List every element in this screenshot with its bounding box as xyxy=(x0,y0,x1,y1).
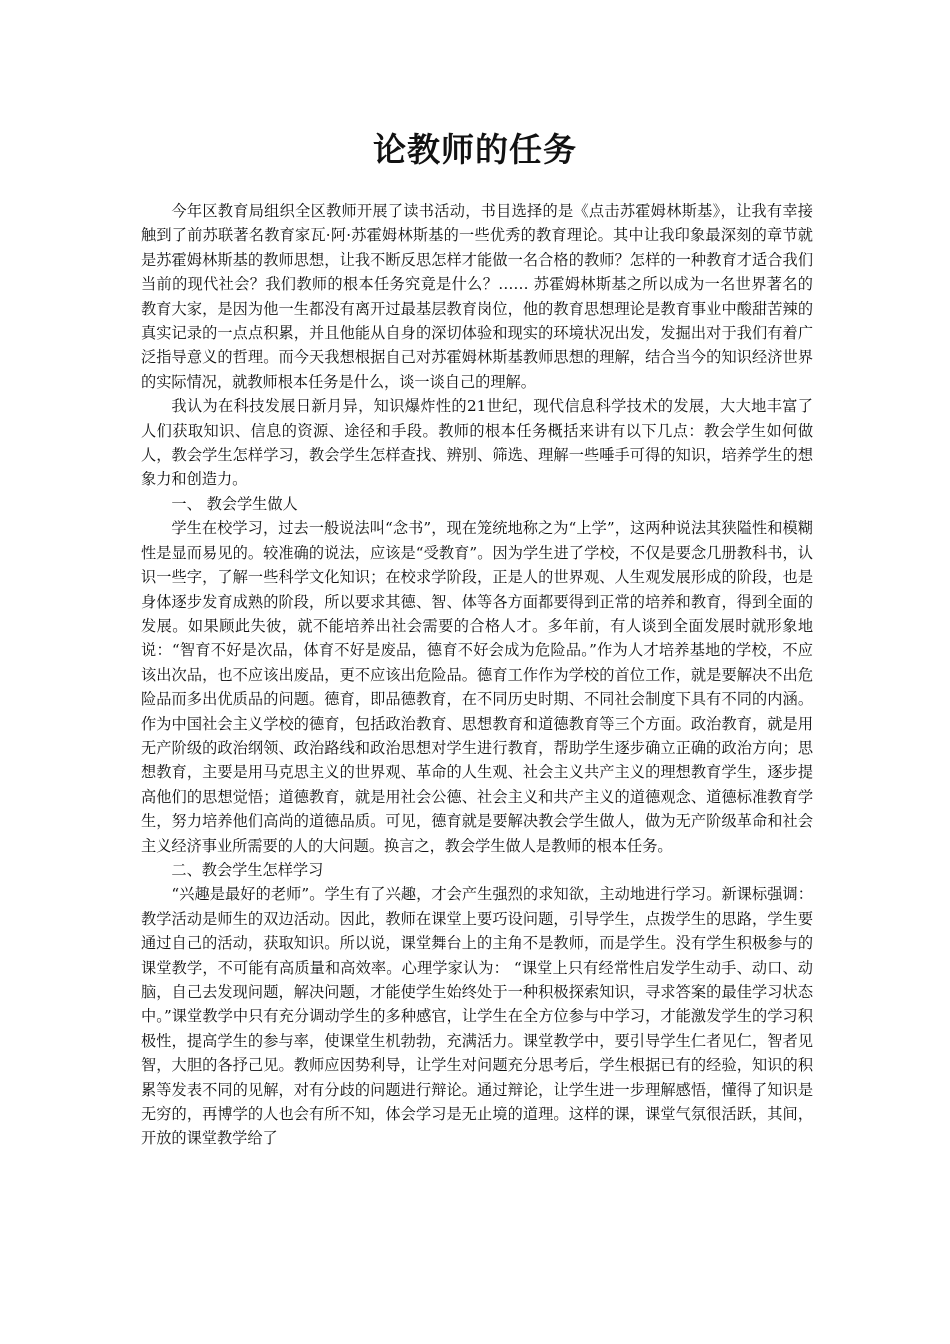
section-heading-2: 二、教会学生怎样学习 xyxy=(171,860,324,879)
paragraph-intro: 今年区教育局组织全区教师开展了读书活动，书目选择的是《点击苏霍姆林斯基》，让我有幸接触到了前苏联著名教育家瓦·阿·苏霍姆林斯基的一些优秀的教育理论。其中让我印象最深刻的章节就是苏霍姆林斯基的教师思想，让我不断反思怎样才能做一名合格的教师？怎样的一种教育才适合我们当前的现代社会？我们教师的根本任务究竟是什么？…… 苏霍姆林斯基之所以成为一名世界著名的教育大家，是因为他一生都没有离开过最基层教育岗位，他的教育思想理论是教育事业中酸甜苦辣的真实记录的一点点积累，并且他能从自身的深切体验和现实的环境状况出发，发掘出对于我们有着广泛指导意义的哲理。而今天我想根据自己对苏霍姆林斯基教师思想的理解，结合当今的知识经济世界的实际情况，就教师根本任务是什么，谈一谈自己的理解。 xyxy=(141,202,813,391)
document-body xyxy=(141,199,813,1151)
document-title: 论教师的任务 xyxy=(373,130,577,169)
section-heading-1: 一、 教会学生做人 xyxy=(171,494,298,513)
paragraph-tasks: 我认为在科技发展日新月异，知识爆炸性的21世纪，现代信息科学技术的发展，大大地丰富了人们获取知识、信息的资源、途径和手段。教师的根本任务概括来讲有以下几点：教会学生如何做人，教会学生怎样学习，教会学生怎样查找、辨别、筛选、理解一些唾手可得的知识，培养学生的想象力和创造力。 xyxy=(141,397,813,489)
paragraph-section-1: 学生在校学习，过去一般说法叫“念书”，现在笼统地称之为“上学”，这两种说法其狭隘性和模糊性是显而易见的。较准确的说法，应该是“受教育”。因为学生进了学校，不仅是要念几册教科书，认识一些字，了解一些科学文化知识；在校求学阶段，正是人的世界观、人生观发展形成的阶段，也是身体逐步发育成熟的阶段，所以要求其德、智、体等各方面都要得到正常的培养和教育，得到全面的发展。如果顾此失彼，就不能培养出社会需要的合格人才。多年前，有人谈到全面发展时就形象地说：“智育不好是次品，体育不好是废品，德育不好会成为危险品。”作为人才培养基地的学校，不应该出次品，也不应该出废品，更不应该出危险品。德育工作作为学校的首位工作，就是要解决不出危险品而多出优质品的问题。德育，即品德教育，在不同历史时期、不同社会制度下具有不同的内涵。作为中国社会主义学校的德育，包括政治教育、思想教育和道德教育等三个方面。政治教育，就是用无产阶级的政治纲领、政治路线和政治思想对学生进行教育，帮助学生逐步确立正确的政治方向；思想教育，主要是用马克思主义的世界观、革命的人生观、社会主义共产主义的理想教育学生，逐步提高他们的思想觉悟；道德教育，就是用社会公德、社会主义和共产主义的道德观念、道德标准教育学生，努力培养他们高尚的道德品质。可见，德育就是要解决教会学生做人，做为无产阶级革命和社会主义经济事业所需要的人的大问题。换言之，教会学生做人是教师的根本任务。 xyxy=(141,519,813,855)
paragraph-section-2: “兴趣是最好的老师”。学生有了兴趣，才会产生强烈的求知欲，主动地进行学习。新课标强调：教学活动是师生的双边活动。因此，教师在课堂上要巧设问题，引导学生，点拨学生的思路，学生要通过自己的活动，获取知识。所以说，课堂舞台上的主角不是教师，而是学生。没有学生积极参与的课堂教学，不可能有高质量和高效率。心理学家认为： “课堂上只有经常性启发学生动手、动口、动脑，自己去发现问题，解决问题，才能使学生始终处于一种积极探索知识，寻求答案的最佳学习状态中。”课堂教学中只有充分调动学生的多种感官，让学生在全方位参与中学习，才能激发学生的学习积极性，提高学生的参与率，使课堂生机勃勃，充满活力。课堂教学中，要引导学生仁者见仁，智者见智，大胆的各抒己见。教师应因势利导，让学生对问题充分思考后，学生根据已有的经验，知识的积累等发表不同的见解，对有分歧的问题进行辩论。通过辩论，让学生进一步理解感悟，懂得了知识是无穷的，再博学的人也会有所不知，体会学习是无止境的道理。这样的课，课堂气氛很活跃，其间，开放的课堂教学给了 xyxy=(141,885,813,1148)
